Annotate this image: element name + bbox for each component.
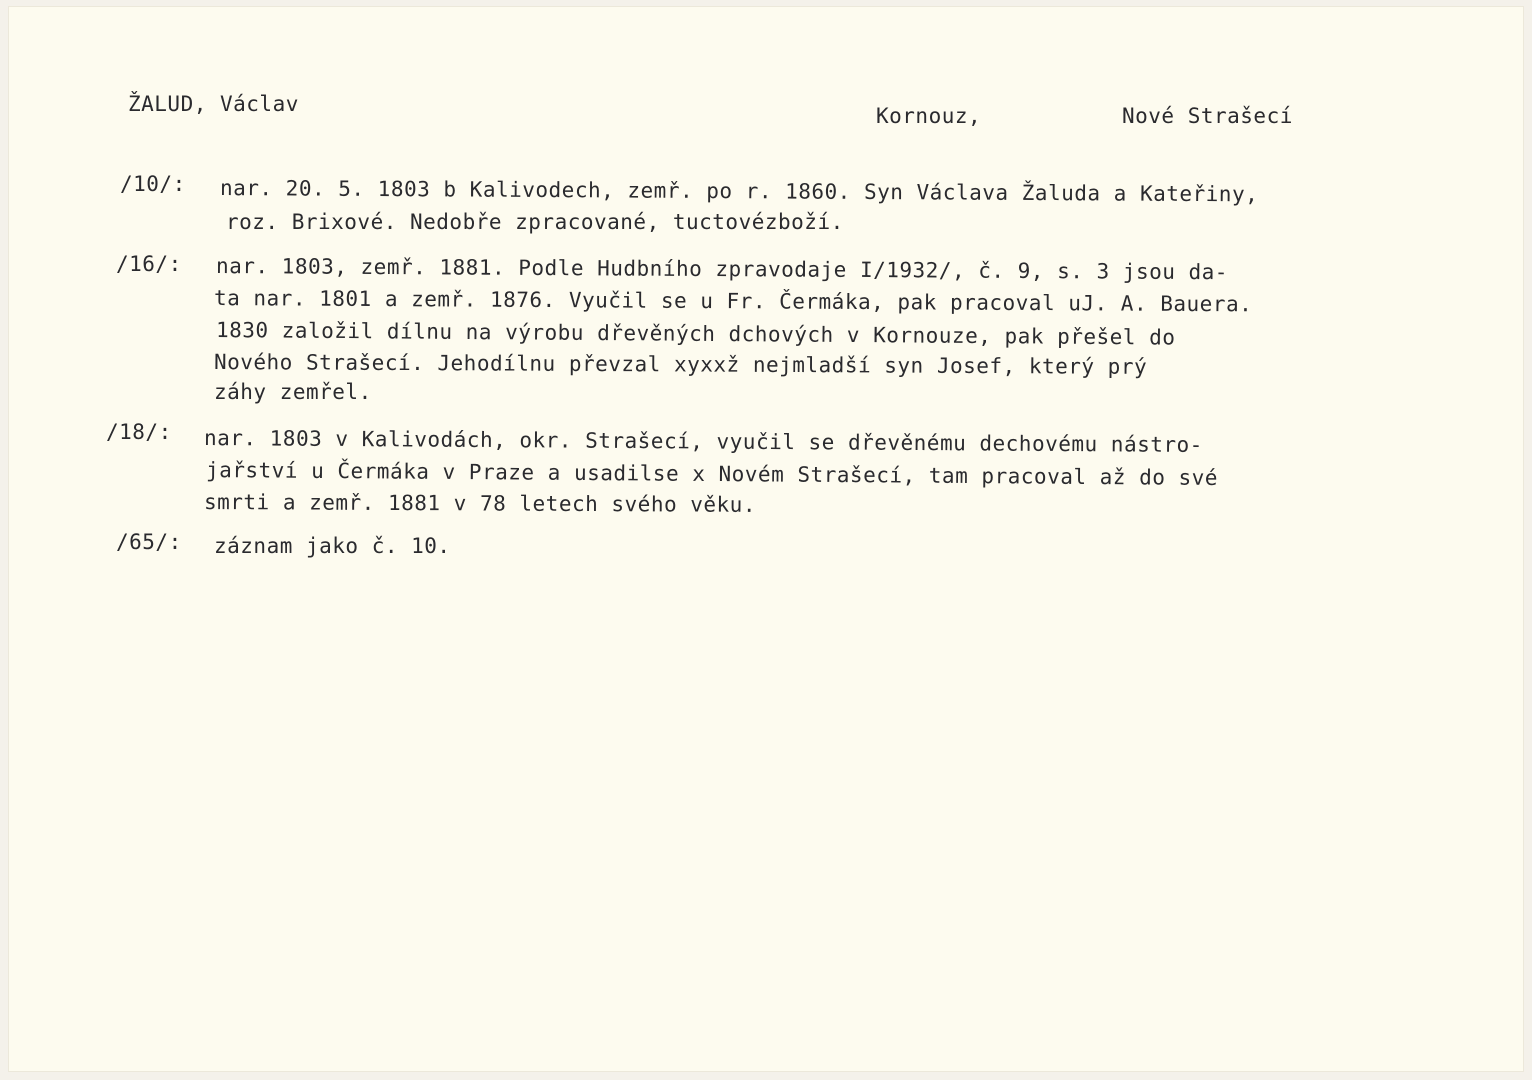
entry-line: smrti a zemř. 1881 v 78 letech svého věku. bbox=[203, 490, 757, 517]
entry-18 bbox=[106, 420, 1516, 530]
entry-line: záznam jako č. 10. bbox=[214, 534, 451, 558]
entry-line: jařství u Čermáka v Praze a usadilse x Novém Strašecí, tam pracoval až do své bbox=[205, 458, 1219, 490]
entry-65 bbox=[116, 530, 716, 566]
entry-ref: /65/: bbox=[116, 530, 182, 554]
index-card bbox=[8, 6, 1524, 1072]
entry-line: nar. 1803 v Kalivodách, okr. Strašecí, vyučil se dřevěnému dechovému nástro- bbox=[203, 426, 1203, 457]
entry-line: nar. 20. 5. 1803 b Kalivodech, zemř. po r. 1860. Syn Václava Žaluda a Kateřiny, bbox=[219, 176, 1259, 207]
entry-ref: /10/: bbox=[120, 172, 186, 196]
person-name: ŽALUD, Václav bbox=[128, 92, 299, 116]
entry-line: nar. 1803, zemř. 1881. Podle Hudbního zpravodaje I/1932/, č. 9, s. 3 jsou da- bbox=[215, 254, 1229, 285]
entry-10 bbox=[120, 172, 1500, 242]
entry-line: roz. Brixové. Nedobře zpracované, tuctovézboží. bbox=[226, 210, 844, 234]
entry-ref: /16/: bbox=[116, 252, 182, 276]
entry-ref: /18/: bbox=[106, 420, 172, 444]
entry-line: záhy zemřel. bbox=[214, 380, 372, 404]
entry-16 bbox=[116, 252, 1506, 412]
place-kornouz: Kornouz, bbox=[876, 104, 982, 128]
entry-line: Nového Strašecí. Jehodílnu převzal xyxxž nejmladší syn Josef, který prý bbox=[213, 350, 1148, 379]
entry-line: ta nar. 1801 a zemř. 1876. Vyučil se u Fr. Čermáka, pak pracoval uJ. A. Bauera. bbox=[213, 286, 1253, 317]
entry-line: 1830 založil dílnu na výrobu dřevěných dchových v Kornouze, pak přešel do bbox=[215, 318, 1176, 350]
place-nove-straseci: Nové Strašecí bbox=[1122, 104, 1293, 128]
